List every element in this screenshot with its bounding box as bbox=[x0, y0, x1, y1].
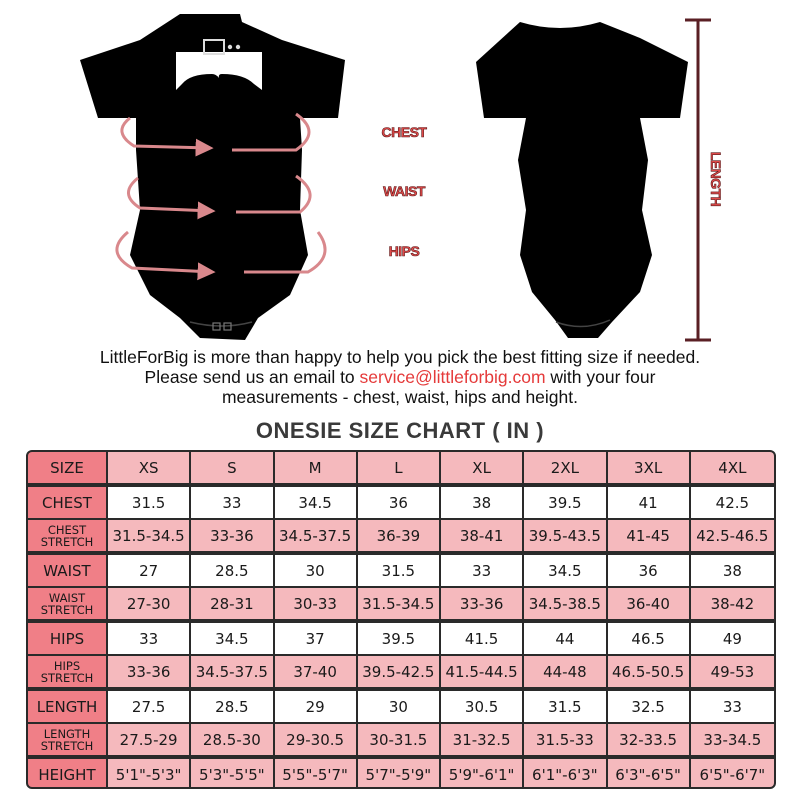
table-cell: 30-31.5 bbox=[358, 724, 441, 755]
row-label bbox=[28, 588, 108, 619]
table-cell: 37 bbox=[275, 623, 358, 654]
table-cell: 32-33.5 bbox=[608, 724, 691, 755]
table-cell: 6'1"-6'3" bbox=[524, 759, 607, 789]
table-cell: 5'7"-5'9" bbox=[358, 759, 441, 789]
table-cell: 30 bbox=[275, 555, 358, 586]
table-cell: 39.5-43.5 bbox=[524, 520, 607, 551]
table-cell: 31.5-34.5 bbox=[108, 520, 191, 551]
chest-label: CHEST bbox=[381, 124, 427, 140]
row-label: WAIST bbox=[28, 555, 108, 586]
table-cell: 28.5 bbox=[191, 691, 274, 722]
table-row bbox=[28, 724, 774, 755]
table-cell: 38 bbox=[691, 555, 774, 586]
intro-text bbox=[0, 347, 800, 407]
hips-label: HIPS bbox=[388, 243, 420, 259]
table-row bbox=[28, 588, 774, 619]
onesie-illustration bbox=[0, 0, 800, 345]
size-column-header: 3XL bbox=[608, 452, 691, 483]
table-cell: 36-39 bbox=[358, 520, 441, 551]
row-label: LENGTH bbox=[28, 691, 108, 722]
size-column-header: 2XL bbox=[524, 452, 607, 483]
table-cell: 29 bbox=[275, 691, 358, 722]
table-cell: 36 bbox=[608, 555, 691, 586]
table-cell: 39.5 bbox=[524, 487, 607, 518]
table-cell: 34.5 bbox=[524, 555, 607, 586]
onesie-back-view bbox=[476, 22, 688, 338]
row-label-line-2: STRETCH bbox=[40, 738, 94, 753]
table-row bbox=[28, 555, 774, 586]
table-cell: 42.5 bbox=[691, 487, 774, 518]
table-cell: 41.5-44.5 bbox=[441, 656, 524, 687]
table-cell: 46.5-50.5 bbox=[608, 656, 691, 687]
size-table bbox=[26, 450, 776, 789]
table-cell: 44-48 bbox=[524, 656, 607, 687]
table-cell: 39.5-42.5 bbox=[358, 656, 441, 687]
table-row bbox=[28, 656, 774, 687]
table-cell: 29-30.5 bbox=[275, 724, 358, 755]
table-row bbox=[28, 623, 774, 654]
table-cell: 38 bbox=[441, 487, 524, 518]
table-cell: 36 bbox=[358, 487, 441, 518]
table-row bbox=[28, 759, 774, 789]
table-cell: 28-31 bbox=[191, 588, 274, 619]
row-label-line-1: HIPS bbox=[53, 658, 81, 673]
table-row bbox=[28, 487, 774, 518]
row-label-line-2: STRETCH bbox=[40, 602, 94, 617]
table-cell: 27.5-29 bbox=[108, 724, 191, 755]
table-cell: 33 bbox=[691, 691, 774, 722]
table-cell: 33 bbox=[108, 623, 191, 654]
size-column-header: L bbox=[358, 452, 441, 483]
table-cell: 44 bbox=[524, 623, 607, 654]
table-cell: 33-36 bbox=[191, 520, 274, 551]
row-label bbox=[28, 724, 108, 755]
row-label: CHEST bbox=[28, 487, 108, 518]
table-cell: 33-34.5 bbox=[691, 724, 774, 755]
table-cell: 27.5 bbox=[108, 691, 191, 722]
table-cell: 39.5 bbox=[358, 623, 441, 654]
table-cell: 34.5 bbox=[275, 487, 358, 518]
table-cell: 41 bbox=[608, 487, 691, 518]
table-cell: 6'5"-6'7" bbox=[691, 759, 774, 789]
table-cell: 32.5 bbox=[608, 691, 691, 722]
email-link[interactable]: service@littleforbig.com bbox=[359, 367, 546, 387]
intro-line-2-post: with your four bbox=[545, 367, 656, 387]
table-cell: 38-42 bbox=[691, 588, 774, 619]
table-cell: 41-45 bbox=[608, 520, 691, 551]
table-cell: 6'3"-6'5" bbox=[608, 759, 691, 789]
table-cell: 30.5 bbox=[441, 691, 524, 722]
length-label: LENGTH bbox=[708, 151, 724, 207]
table-cell: 49-53 bbox=[691, 656, 774, 687]
size-column-header: XS bbox=[108, 452, 191, 483]
row-label-line-2: STRETCH bbox=[40, 670, 94, 685]
table-cell: 34.5-37.5 bbox=[275, 520, 358, 551]
table-cell: 31.5-34.5 bbox=[358, 588, 441, 619]
table-cell: 33-36 bbox=[108, 656, 191, 687]
table-cell: 33-36 bbox=[441, 588, 524, 619]
length-indicator bbox=[685, 20, 728, 340]
table-cell: 31.5-33 bbox=[524, 724, 607, 755]
row-label bbox=[28, 520, 108, 551]
table-cell: 31-32.5 bbox=[441, 724, 524, 755]
table-cell: 31.5 bbox=[108, 487, 191, 518]
size-column-header: XL bbox=[441, 452, 524, 483]
onesie-front-view bbox=[80, 14, 345, 340]
table-cell: 37-40 bbox=[275, 656, 358, 687]
table-cell: 33 bbox=[191, 487, 274, 518]
table-cell: 28.5-30 bbox=[191, 724, 274, 755]
table-cell: 5'5"-5'7" bbox=[275, 759, 358, 789]
size-column-header: 4XL bbox=[691, 452, 774, 483]
row-label-line-2: STRETCH bbox=[40, 534, 94, 549]
row-label-line-1: CHEST bbox=[47, 522, 87, 537]
table-cell: 27 bbox=[108, 555, 191, 586]
table-cell: 36-40 bbox=[608, 588, 691, 619]
table-cell: 5'9"-6'1" bbox=[441, 759, 524, 789]
table-cell: 38-41 bbox=[441, 520, 524, 551]
intro-line-2-pre: Please send us an email to bbox=[144, 367, 360, 387]
row-label: SIZE bbox=[28, 452, 108, 483]
table-cell: 30-33 bbox=[275, 588, 358, 619]
table-cell: 31.5 bbox=[358, 555, 441, 586]
row-label bbox=[28, 656, 108, 687]
table-cell: 42.5-46.5 bbox=[691, 520, 774, 551]
intro-line-3: measurements - chest, waist, hips and height. bbox=[221, 387, 578, 407]
row-label: HEIGHT bbox=[28, 759, 108, 789]
intro-line-1: LittleForBig is more than happy to help you pick the best fitting size if needed. bbox=[99, 347, 701, 367]
table-cell: 5'3"-5'5" bbox=[191, 759, 274, 789]
size-column-header: M bbox=[275, 452, 358, 483]
table-cell: 27-30 bbox=[108, 588, 191, 619]
table-row bbox=[28, 520, 774, 551]
table-cell: 34.5-38.5 bbox=[524, 588, 607, 619]
table-cell: 34.5 bbox=[191, 623, 274, 654]
table-cell: 30 bbox=[358, 691, 441, 722]
table-cell: 33 bbox=[441, 555, 524, 586]
row-label-line-1: WAIST bbox=[48, 590, 86, 605]
table-cell: 28.5 bbox=[191, 555, 274, 586]
table-row bbox=[28, 691, 774, 722]
table-cell: 5'1"-5'3" bbox=[108, 759, 191, 789]
table-cell: 41.5 bbox=[441, 623, 524, 654]
row-label-line-1: LENGTH bbox=[43, 726, 91, 741]
table-cell: 31.5 bbox=[524, 691, 607, 722]
size-chart-title: ONESIE SIZE CHART ( IN ) bbox=[255, 418, 545, 443]
table-cell: 49 bbox=[691, 623, 774, 654]
table-cell: 46.5 bbox=[608, 623, 691, 654]
table-cell: 34.5-37.5 bbox=[191, 656, 274, 687]
waist-label: WAIST bbox=[383, 183, 425, 199]
intro-line-2 bbox=[0, 367, 800, 387]
row-label: HIPS bbox=[28, 623, 108, 654]
table-header-row bbox=[28, 452, 774, 483]
size-column-header: S bbox=[191, 452, 274, 483]
